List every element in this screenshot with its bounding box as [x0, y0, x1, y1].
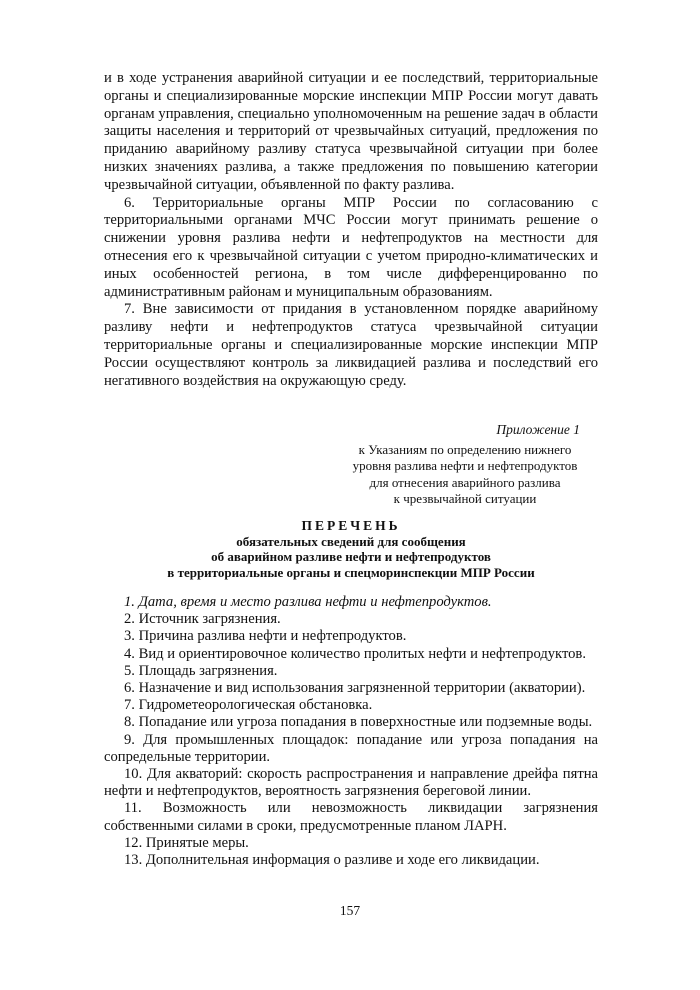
list-title-line: об аварийном разливе нефти и нефтепродуктов [211, 549, 491, 564]
list-item: 7. Гидрометеорологическая обстановка. [124, 697, 373, 714]
list-item: 12. Принятые меры. [124, 834, 249, 851]
paragraph-7: 7. Вне зависимости от придания в установленном порядке аварийному разливу нефти и нефтепродуктов статуса чрезвычайной ситуации территориальные органы и специализированные морские инспекции МПР России осуществляют контроль за ликвидацией разлива и последствий его негативного воздействия на окружающую среду. [104, 301, 598, 389]
list-title-line: в территориальные органы и спецморинспекции МПР России [167, 564, 535, 580]
list-item: 9. Для промышленных площадок: попадание или угроза попадания на сопредельные территории. [104, 731, 598, 765]
appendix-label: Приложение 1 [496, 422, 580, 437]
list-item: 4. Вид и ориентировочное количество пролитых нефти и нефтепродуктов. [124, 645, 586, 662]
page-number: 157 [339, 903, 361, 918]
appendix-line: для отнесения аварийного разлива [369, 474, 561, 490]
list-item: 11. Возможность или невозможность ликвидации загрязнения собственными силами в сроки, предусмотренные планом ЛАРН. [104, 800, 598, 834]
list-item: 10. Для акваторий: скорость распространения и направление дрейфа пятна нефти и нефтепродуктов, вероятность загрязнения береговой линии. [104, 766, 598, 800]
paragraph-6: 6. Территориальные органы МПР России по согласованию с территориальными органами МЧС России могут принимать решение о снижении уровня разлива нефти и нефтепродуктов на местности для отнесения его к чрезвычайной ситуации с учетом природно-климатических и иных особенностей региона, в том числе дифференцированно по административным районам и муниципальным образованиям. [104, 194, 598, 300]
appendix-line: к Указаниям по определению нижнего [358, 441, 572, 457]
appendix-line: к чрезвычайной ситуации [393, 491, 537, 506]
appendix-header [330, 422, 600, 508]
body-text [104, 70, 598, 390]
appendix-line: уровня разлива нефти и нефтепродуктов [352, 458, 578, 473]
list-item: 1. Дата, время и место разлива нефти и нефтепродуктов. [124, 594, 492, 610]
list-item: 13. Дополнительная информация о разливе и ходе его ликвидации. [124, 852, 540, 869]
list-title-line: обязательных сведений для сообщения [236, 533, 466, 549]
list-title [104, 518, 598, 580]
list-item: 2. Источник загрязнения. [124, 611, 281, 628]
paragraph-continuation: и в ходе устранения аварийной ситуации и ее последствий, территориальные органы и специализированные морские инспекции МПР России могут давать органам управления, специально уполномоченным на решение задач в области защиты населения и территорий от чрезвычайных ситуаций, предложения по приданию аварийному разливу статуса чрезвычайной ситуации при более низких значениях разлива, а также предложения по повышению категории чрезвычайной ситуации, объявленной по факту разлива. [104, 70, 598, 193]
list-item: 8. Попадание или угроза попадания в поверхностные или подземные воды. [124, 714, 593, 731]
requirements-list [104, 594, 598, 869]
list-item: 6. Назначение и вид использования загрязненной территории (акватории). [124, 680, 586, 697]
list-item: 3. Причина разлива нефти и нефтепродуктов. [124, 628, 407, 645]
list-item: 5. Площадь загрязнения. [124, 662, 278, 679]
list-heading: ПЕРЕЧЕНЬ [301, 518, 401, 533]
